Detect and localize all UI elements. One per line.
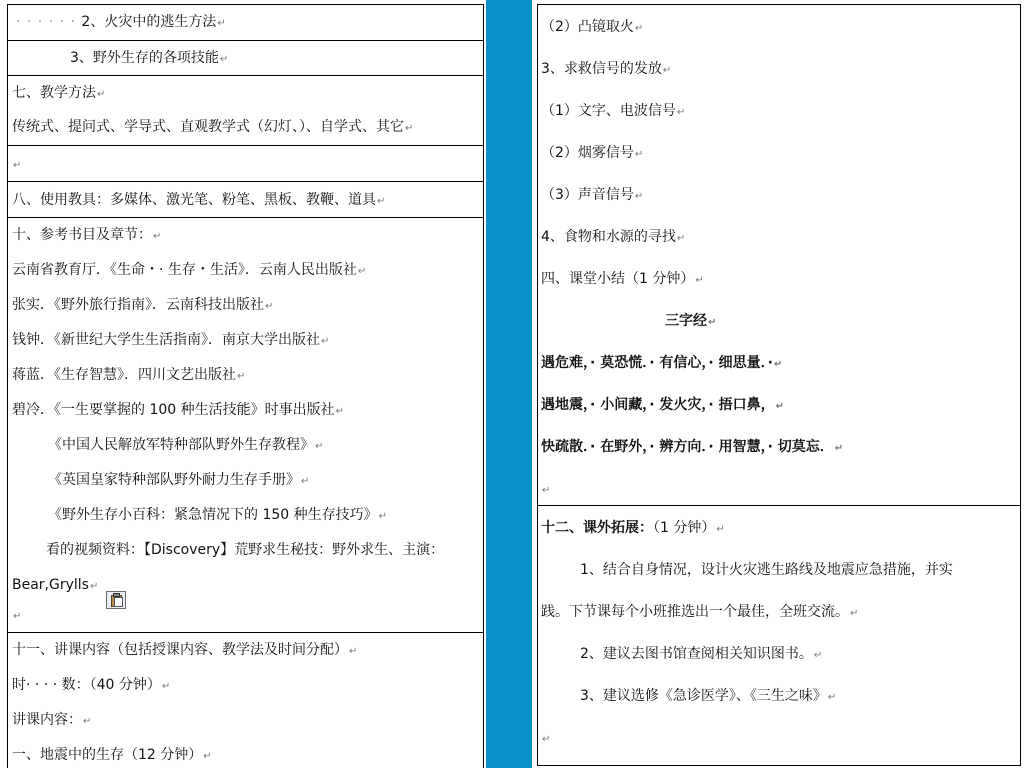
book-item: 《野外生存小百科：紧急情况下的 150 种生存技巧》↵ bbox=[48, 507, 388, 523]
empty-paragraph: ↵ bbox=[13, 611, 22, 622]
content-label: 讲课内容：↵ bbox=[12, 712, 92, 728]
right-document-page bbox=[532, 0, 1024, 768]
poem-line: 遇地震，· 小间藏，· 发火灾，· 捂口鼻，↵ bbox=[541, 397, 784, 413]
left-document-page bbox=[0, 0, 486, 768]
reference-item: 钱钟．《新世纪大学生生活指南》．南京大学出版社↵ bbox=[12, 332, 330, 348]
signal-item: （2）烟雾信号↵ bbox=[541, 145, 644, 161]
signal-item: （1）文字、电波信号↵ bbox=[541, 103, 686, 119]
poem-line: 快疏散．· 在野外，· 辨方向．· 用智慧，· 切莫忘．↵ bbox=[541, 439, 844, 455]
row-empty bbox=[8, 146, 483, 182]
extension-item-3: 3、建议选修《急诊医学》、《三生之味》↵ bbox=[580, 688, 837, 704]
book-item: 《英国皇家特种部队野外耐力生存手册》↵ bbox=[48, 472, 310, 488]
convex-lens-fire: （2）凸镜取火↵ bbox=[541, 19, 644, 35]
signal-item: （3）声音信号↵ bbox=[541, 187, 644, 203]
row-fire-escape bbox=[8, 5, 483, 41]
extension-item-1-line-1: 1、结合自身情况，设计火灾逃生路线及地震应急措施，并实 bbox=[580, 562, 953, 578]
empty-paragraph: ↵ bbox=[13, 160, 22, 171]
window-separator bbox=[486, 0, 532, 768]
distress-signal-title: 3、求救信号的发放↵ bbox=[541, 61, 672, 77]
teaching-methods-text: 传统式、提问式、学导式、直观教学式（幻灯、）、自学式、其它↵ bbox=[12, 119, 414, 135]
reference-item: 云南省教育厅．《生命・· 生存・生活》．云南人民出版社↵ bbox=[12, 262, 367, 278]
left-lesson-table bbox=[7, 4, 484, 768]
paste-clipboard-icon[interactable] bbox=[106, 591, 126, 609]
class-hours: 时· · · · 数：（40 分钟）↵ bbox=[12, 677, 171, 693]
row-extension bbox=[538, 506, 1020, 764]
empty-paragraph: ↵ bbox=[542, 485, 551, 496]
video-line-1: 看的视频资料：【Discovery】荒野求生秘技：野外求生、主演： bbox=[46, 542, 445, 558]
section12-title: 十二、课外拓展：（1 分钟）↵ bbox=[541, 520, 725, 536]
row-signals-summary bbox=[538, 5, 1020, 506]
right-lesson-table bbox=[537, 4, 1021, 766]
earthquake-survival-part: 一、地震中的生存（12 分钟）↵ bbox=[12, 747, 212, 763]
section7-title: 七、教学方法↵ bbox=[12, 85, 106, 101]
row-references bbox=[8, 218, 483, 633]
reference-item: 碧冷．《一生要掌握的 100 种生活技能》时事出版社↵ bbox=[12, 402, 345, 418]
reference-item: 张实．《野外旅行指南》．云南科技出版社↵ bbox=[12, 297, 274, 313]
row-teaching-tools bbox=[8, 182, 483, 218]
class-summary-title: 四、课堂小结（1 分钟）↵ bbox=[541, 271, 704, 287]
video-line-2: Bear,Grylls↵ bbox=[12, 577, 99, 593]
section8-text: 八、使用教具：多媒体、激光笔、粉笔、黑板、教鞭、道具↵ bbox=[12, 192, 386, 208]
section11-title: 十一、讲课内容（包括授课内容、教学法及时间分配）↵ bbox=[12, 642, 358, 658]
book-item: 《中国人民解放军特种部队野外生存教程》↵ bbox=[48, 437, 324, 453]
row-teaching-methods bbox=[8, 76, 483, 146]
wild-survival-text: 3、野外生存的各项技能↵ bbox=[70, 50, 229, 66]
extension-item-2: 2、建议去图书馆查阅相关知识图书。↵ bbox=[580, 646, 823, 662]
row-lecture-content bbox=[8, 633, 483, 768]
poem-title: 三字经↵ bbox=[665, 313, 717, 329]
empty-paragraph: ↵ bbox=[542, 734, 551, 745]
section10-title: 十、参考书目及章节：↵ bbox=[12, 227, 162, 243]
fire-escape-text: · · · · · · 2、火灾中的逃生方法↵ bbox=[16, 14, 226, 30]
extension-item-1-line-2: 践。下节课每个小班推选出一个最佳，全班交流。↵ bbox=[541, 604, 859, 620]
food-water-title: 4、食物和水源的寻找↵ bbox=[541, 229, 686, 245]
poem-line: 遇危难，· 莫恐慌．· 有信心，· 细思量．·↵ bbox=[541, 355, 783, 371]
reference-item: 蒋蓝．《生存智慧》．四川文艺出版社↵ bbox=[12, 367, 246, 383]
row-wild-survival bbox=[8, 41, 483, 76]
